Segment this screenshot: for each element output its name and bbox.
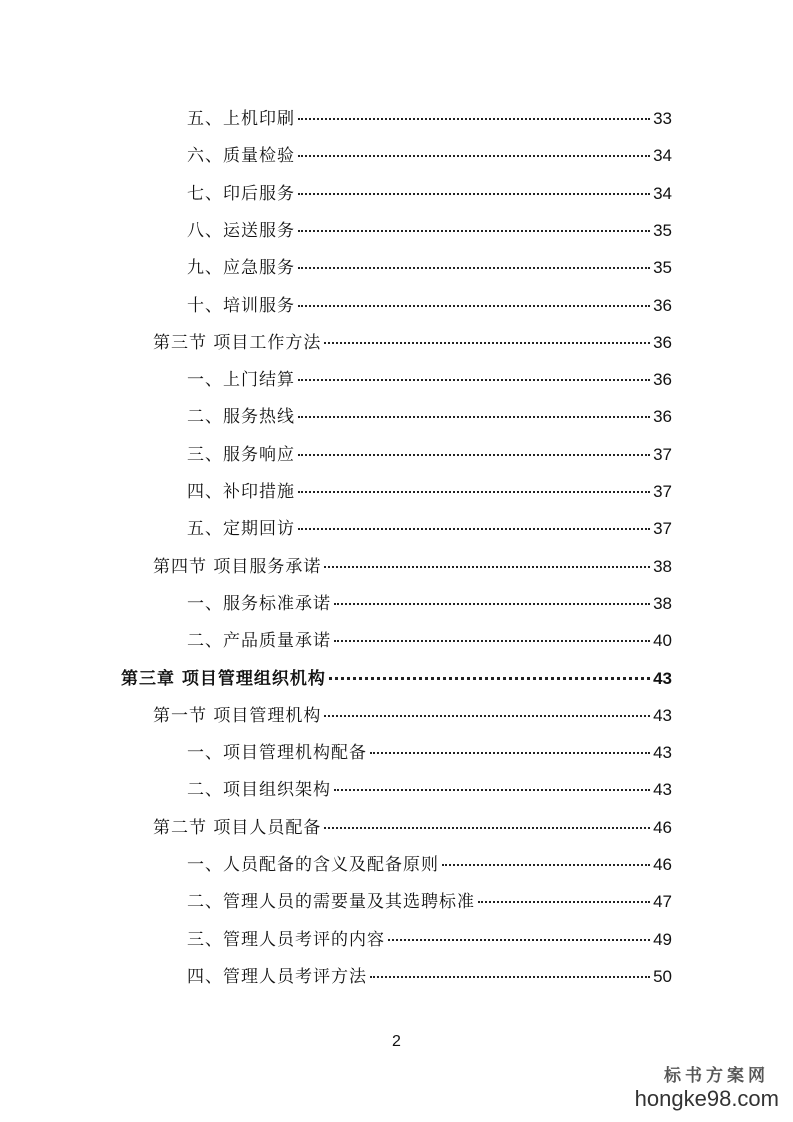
- toc-entry-page: 43: [653, 706, 672, 725]
- watermark-url: hongke98.com: [634, 1086, 779, 1111]
- toc-entry[interactable]: [187, 928, 672, 952]
- toc-entry-page: 37: [653, 482, 672, 501]
- toc-entry-title: 三、管理人员考评的内容: [187, 930, 385, 950]
- toc-dot-leader: [334, 640, 650, 642]
- toc-entry-title: 一、上门结算: [187, 370, 295, 390]
- toc-dot-leader: [298, 193, 650, 195]
- toc-dot-leader: [298, 454, 650, 456]
- toc-dot-leader: [324, 342, 650, 344]
- toc-entry[interactable]: [187, 107, 672, 131]
- toc-entry-title: 第三节 项目工作方法: [153, 333, 322, 353]
- toc-entry-title: 一、人员配备的含义及配备原则: [187, 855, 439, 875]
- toc-dot-leader: [298, 416, 650, 418]
- toc-dot-leader: [298, 155, 650, 157]
- toc-entry-page: 46: [653, 818, 672, 837]
- toc-entry-title: 八、运送服务: [187, 221, 295, 241]
- toc-entry-page: 38: [653, 557, 672, 576]
- toc-dot-leader: [298, 379, 650, 381]
- toc-entry[interactable]: [187, 256, 672, 280]
- toc-entry-page: 33: [653, 109, 672, 128]
- toc-entry-page: 43: [653, 743, 672, 762]
- toc-entry[interactable]: [187, 629, 672, 653]
- toc-entry[interactable]: [187, 294, 672, 318]
- toc-dot-leader: [298, 267, 650, 269]
- toc-dot-leader: [370, 752, 650, 754]
- toc-dot-leader: [324, 827, 650, 829]
- toc-dot-leader: [298, 491, 650, 493]
- toc-entry[interactable]: [187, 965, 672, 989]
- toc-entry[interactable]: [187, 144, 672, 168]
- toc-entry-page: 34: [653, 184, 672, 203]
- toc-entry[interactable]: [187, 853, 672, 877]
- toc-entry-page: 37: [653, 445, 672, 464]
- toc-entry[interactable]: [187, 182, 672, 206]
- toc-dot-leader: [324, 566, 650, 568]
- toc-entry-page: 36: [653, 296, 672, 315]
- toc-entry-title: 一、项目管理机构配备: [187, 743, 367, 763]
- toc-entry-title: 七、印后服务: [187, 184, 295, 204]
- toc-entry-title: 二、管理人员的需要量及其选聘标准: [187, 892, 475, 912]
- toc-dot-leader: [478, 901, 650, 903]
- toc-entry-title: 九、应急服务: [187, 258, 295, 278]
- toc-dot-leader: [324, 715, 650, 717]
- toc-dot-leader: [298, 230, 650, 232]
- toc-entry-title: 第三章 项目管理组织机构: [121, 669, 326, 689]
- toc-entry-title: 四、管理人员考评方法: [187, 967, 367, 987]
- toc-entry[interactable]: [187, 480, 672, 504]
- toc-entry-page: 35: [653, 258, 672, 277]
- toc-entry[interactable]: [187, 443, 672, 467]
- toc-entry[interactable]: [153, 331, 672, 355]
- toc-dot-leader: [442, 864, 650, 866]
- toc-entry-page: 43: [653, 780, 672, 799]
- toc-dot-leader: [334, 789, 650, 791]
- toc-entry-title: 三、服务响应: [187, 445, 295, 465]
- toc-entry-title: 二、产品质量承诺: [187, 631, 331, 651]
- toc-entry-page: 47: [653, 892, 672, 911]
- toc-entry-page: 46: [653, 855, 672, 874]
- toc-dot-leader: [370, 976, 650, 978]
- watermark: [635, 1061, 779, 1112]
- toc-entry-title: 一、服务标准承诺: [187, 594, 331, 614]
- toc-dot-leader: [334, 603, 650, 605]
- toc-entry-page: 49: [653, 930, 672, 949]
- toc-entry-title: 第二节 项目人员配备: [153, 818, 322, 838]
- toc-entry-title: 四、补印措施: [187, 482, 295, 502]
- toc-entry-page: 36: [653, 407, 672, 426]
- toc-entry-title: 六、质量检验: [187, 146, 295, 166]
- toc-entry[interactable]: [153, 816, 672, 840]
- toc-entry[interactable]: [187, 778, 672, 802]
- toc-dot-leader: [388, 939, 650, 941]
- watermark-chinese-text: 标书方案网: [664, 1066, 769, 1086]
- toc-entry-title: 五、定期回访: [187, 519, 295, 539]
- toc-entry-page: 36: [653, 333, 672, 352]
- toc-dot-leader: [298, 118, 650, 120]
- toc-entry-title: 五、上机印刷: [187, 109, 295, 129]
- toc-entry[interactable]: [187, 368, 672, 392]
- toc-dot-leader: [298, 528, 650, 530]
- toc-entry[interactable]: [153, 555, 672, 579]
- toc-entry-title: 二、项目组织架构: [187, 780, 331, 800]
- toc-entry-page: 43: [653, 669, 672, 688]
- toc-entry-page: 38: [653, 594, 672, 613]
- page-number: 2: [392, 1033, 401, 1050]
- toc-entry[interactable]: [187, 219, 672, 243]
- toc-entry-title: 十、培训服务: [187, 296, 295, 316]
- toc-entry-page: 50: [653, 967, 672, 986]
- toc-entry[interactable]: [187, 592, 672, 616]
- toc-entry-page: 37: [653, 519, 672, 538]
- toc-entry-page: 40: [653, 631, 672, 650]
- toc-dot-leader: [298, 305, 650, 307]
- toc-entry-title: 二、服务热线: [187, 407, 295, 427]
- toc-entry[interactable]: [121, 667, 672, 691]
- toc-entry[interactable]: [153, 704, 672, 728]
- toc-entry-page: 35: [653, 221, 672, 240]
- toc-entry-title: 第四节 项目服务承诺: [153, 557, 322, 577]
- toc-entry[interactable]: [187, 517, 672, 541]
- toc-entry[interactable]: [187, 405, 672, 429]
- toc-entry[interactable]: [187, 890, 672, 914]
- toc-entry-page: 36: [653, 370, 672, 389]
- toc-entry-page: 34: [653, 146, 672, 165]
- toc-entry[interactable]: [187, 741, 672, 765]
- toc-entry-title: 第一节 项目管理机构: [153, 706, 322, 726]
- toc-dot-leader: [329, 677, 650, 680]
